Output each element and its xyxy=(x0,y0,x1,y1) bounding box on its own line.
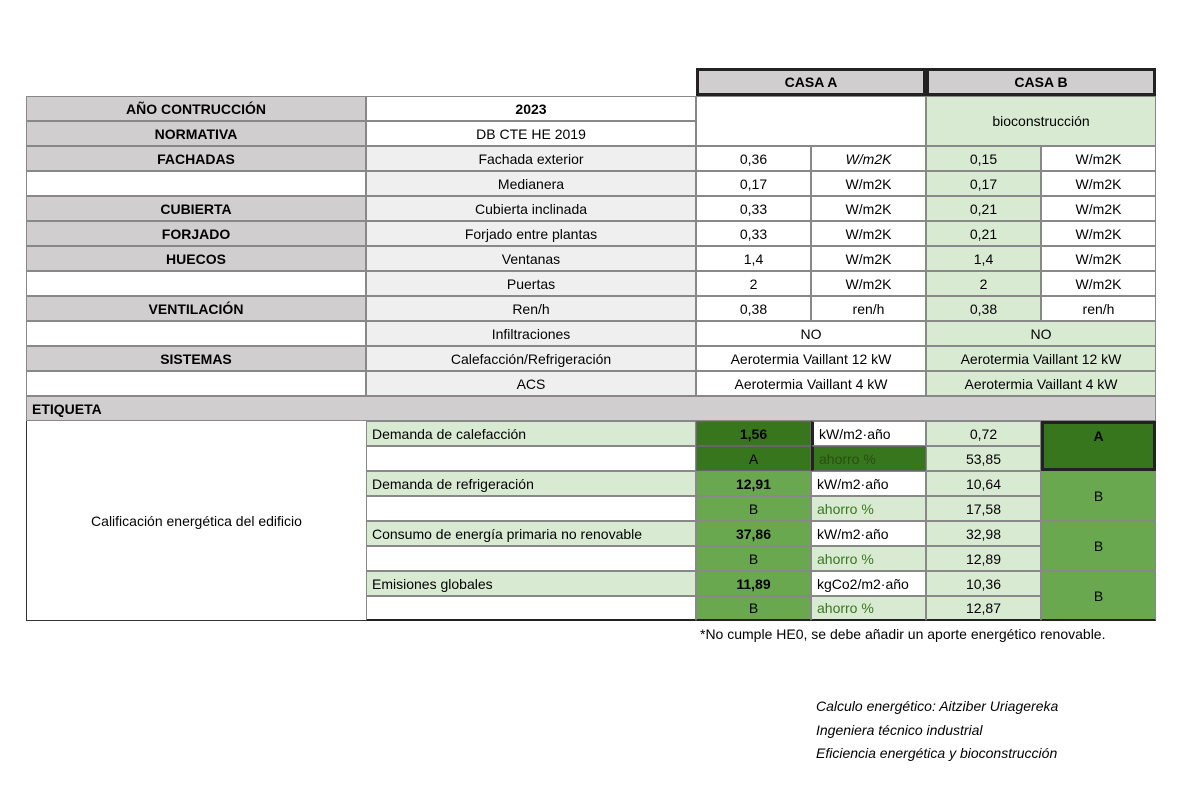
a-unit-medianera: W/m2K xyxy=(811,171,926,196)
header-casa-a: CASA A xyxy=(696,68,926,96)
etiqueta-item-label-refrigeracion: Demanda de refrigeración xyxy=(366,471,696,496)
group-huecos: HUECOS xyxy=(26,246,366,271)
etiqueta-item-label-calefaccion: Demanda de calefacción xyxy=(366,421,696,446)
a-unit-renh: ren/h xyxy=(811,296,926,321)
b-val-forjado: 0,21 xyxy=(926,221,1041,246)
group-fachadas: FACHADAS xyxy=(26,146,366,171)
a-acs: Aerotermia Vaillant 4 kW xyxy=(696,371,926,396)
a-unit-puertas: W/m2K xyxy=(811,271,926,296)
a-val-consumo: 37,86 xyxy=(696,521,811,546)
a-val-refrigeracion: 12,91 xyxy=(696,471,811,496)
etiqueta-title: ETIQUETA xyxy=(26,396,1156,421)
signature-line-1: Calculo energético: Aitziber Uriagereka xyxy=(816,698,1059,714)
b-val-refrigeracion: 10,64 xyxy=(926,471,1041,496)
sub-medianera: Medianera xyxy=(366,171,696,196)
b-val-emisiones: 10,36 xyxy=(926,571,1041,596)
footnote: *No cumple HE0, se debe añadir un aporte energético renovable. xyxy=(700,626,1106,642)
ahorro-val-calefaccion: 53,85 xyxy=(926,446,1041,471)
a-val-fachada: 0,36 xyxy=(696,146,811,171)
value-normativa: DB CTE HE 2019 xyxy=(366,121,696,146)
sub-puertas: Puertas xyxy=(366,271,696,296)
unit-consumo: kW/m2·año xyxy=(811,521,926,546)
a-val-puertas: 2 xyxy=(696,271,811,296)
ahorro-val-consumo: 12,89 xyxy=(926,546,1041,571)
casa-a-tag-cell xyxy=(696,96,926,146)
b-unit-cubierta: W/m2K xyxy=(1041,196,1156,221)
a-val-emisiones: 11,89 xyxy=(696,571,811,596)
a-val-demanda-calefaccion: 1,56 xyxy=(696,421,811,446)
a-val-forjado: 0,33 xyxy=(696,221,811,246)
group-empty-acs xyxy=(26,371,366,396)
a-val-renh: 0,38 xyxy=(696,296,811,321)
b-acs: Aerotermia Vaillant 4 kW xyxy=(926,371,1156,396)
b-val-consumo: 32,98 xyxy=(926,521,1041,546)
ahorro-val-emisiones: 12,87 xyxy=(926,596,1041,621)
ahorro-val-refrigeracion: 17,58 xyxy=(926,496,1041,521)
etiqueta-item-label-consumo: Consumo de energía primaria no renovable xyxy=(366,521,696,546)
sub-acs: ACS xyxy=(366,371,696,396)
ahorro-label-consumo: ahorro % xyxy=(811,546,926,571)
group-forjado: FORJADO xyxy=(26,221,366,246)
ahorro-label-refrigeracion: ahorro % xyxy=(811,496,926,521)
a-val-ventanas: 1,4 xyxy=(696,246,811,271)
b-val-medianera: 0,17 xyxy=(926,171,1041,196)
b-grade-calefaccion: A xyxy=(1041,421,1156,471)
sub-renh: Ren/h xyxy=(366,296,696,321)
group-ventilacion: VENTILACIÓN xyxy=(26,296,366,321)
b-unit-renh: ren/h xyxy=(1041,296,1156,321)
group-empty-infiltraciones xyxy=(26,321,366,346)
group-sistemas: SISTEMAS xyxy=(26,346,366,371)
b-grade-consumo: B xyxy=(1041,521,1156,571)
signature-line-3: Eficiencia energética y bioconstrucción xyxy=(816,745,1058,761)
a-grade-calefaccion: A xyxy=(696,446,811,471)
a-grade-emisiones: B xyxy=(696,596,811,621)
label-ano-construccion: AÑO CONTRUCCIÓN xyxy=(26,96,366,121)
a-grade-consumo: B xyxy=(696,546,811,571)
etiqueta-empty-emisiones xyxy=(366,596,696,621)
b-grade-refrigeracion: B xyxy=(1041,471,1156,521)
b-val-demanda-calefaccion: 0,72 xyxy=(926,421,1041,446)
sub-fachada-exterior: Fachada exterior xyxy=(366,146,696,171)
unit-emisiones: kgCo2/m2·año xyxy=(811,571,926,596)
ahorro-label-calefaccion: ahorro % xyxy=(811,446,926,471)
a-grade-refrigeracion: B xyxy=(696,496,811,521)
label-normativa: NORMATIVA xyxy=(26,121,366,146)
signature-line-2: Ingeniera técnico industrial xyxy=(816,722,983,738)
a-unit-fachada: W/m2K xyxy=(811,146,926,171)
b-unit-fachada: W/m2K xyxy=(1041,146,1156,171)
a-val-cubierta: 0,33 xyxy=(696,196,811,221)
etiqueta-empty-consumo xyxy=(366,546,696,571)
b-grade-emisiones: B xyxy=(1041,571,1156,621)
b-infiltraciones: NO xyxy=(926,321,1156,346)
ahorro-label-emisiones: ahorro % xyxy=(811,596,926,621)
etiqueta-empty-calefaccion xyxy=(366,446,696,471)
a-calefaccion: Aerotermia Vaillant 12 kW xyxy=(696,346,926,371)
sub-ventanas: Ventanas xyxy=(366,246,696,271)
b-val-fachada: 0,15 xyxy=(926,146,1041,171)
group-empty-medianera xyxy=(26,171,366,196)
b-val-puertas: 2 xyxy=(926,271,1041,296)
b-unit-puertas: W/m2K xyxy=(1041,271,1156,296)
a-unit-ventanas: W/m2K xyxy=(811,246,926,271)
b-unit-medianera: W/m2K xyxy=(1041,171,1156,196)
sub-calefaccion: Calefacción/Refrigeración xyxy=(366,346,696,371)
a-unit-forjado: W/m2K xyxy=(811,221,926,246)
etiqueta-empty-refrigeracion xyxy=(366,496,696,521)
calificacion-label: Calificación energética del edificio xyxy=(26,421,366,621)
b-unit-forjado: W/m2K xyxy=(1041,221,1156,246)
a-unit-cubierta: W/m2K xyxy=(811,196,926,221)
a-infiltraciones: NO xyxy=(696,321,926,346)
b-val-ventanas: 1,4 xyxy=(926,246,1041,271)
sub-forjado: Forjado entre plantas xyxy=(366,221,696,246)
b-calefaccion: Aerotermia Vaillant 12 kW xyxy=(926,346,1156,371)
b-val-cubierta: 0,21 xyxy=(926,196,1041,221)
a-val-medianera: 0,17 xyxy=(696,171,811,196)
casa-b-tag: bioconstrucción xyxy=(926,96,1156,146)
sub-infiltraciones: Infiltraciones xyxy=(366,321,696,346)
b-val-renh: 0,38 xyxy=(926,296,1041,321)
header-casa-b: CASA B xyxy=(926,68,1156,96)
unit-demanda-calefaccion: kW/m2·año xyxy=(811,421,926,446)
etiqueta-item-label-emisiones: Emisiones globales xyxy=(366,571,696,596)
group-cubierta: CUBIERTA xyxy=(26,196,366,221)
sub-cubierta: Cubierta inclinada xyxy=(366,196,696,221)
group-empty-puertas xyxy=(26,271,366,296)
value-ano-construccion: 2023 xyxy=(366,96,696,121)
unit-refrigeracion: kW/m2·año xyxy=(811,471,926,496)
b-unit-ventanas: W/m2K xyxy=(1041,246,1156,271)
